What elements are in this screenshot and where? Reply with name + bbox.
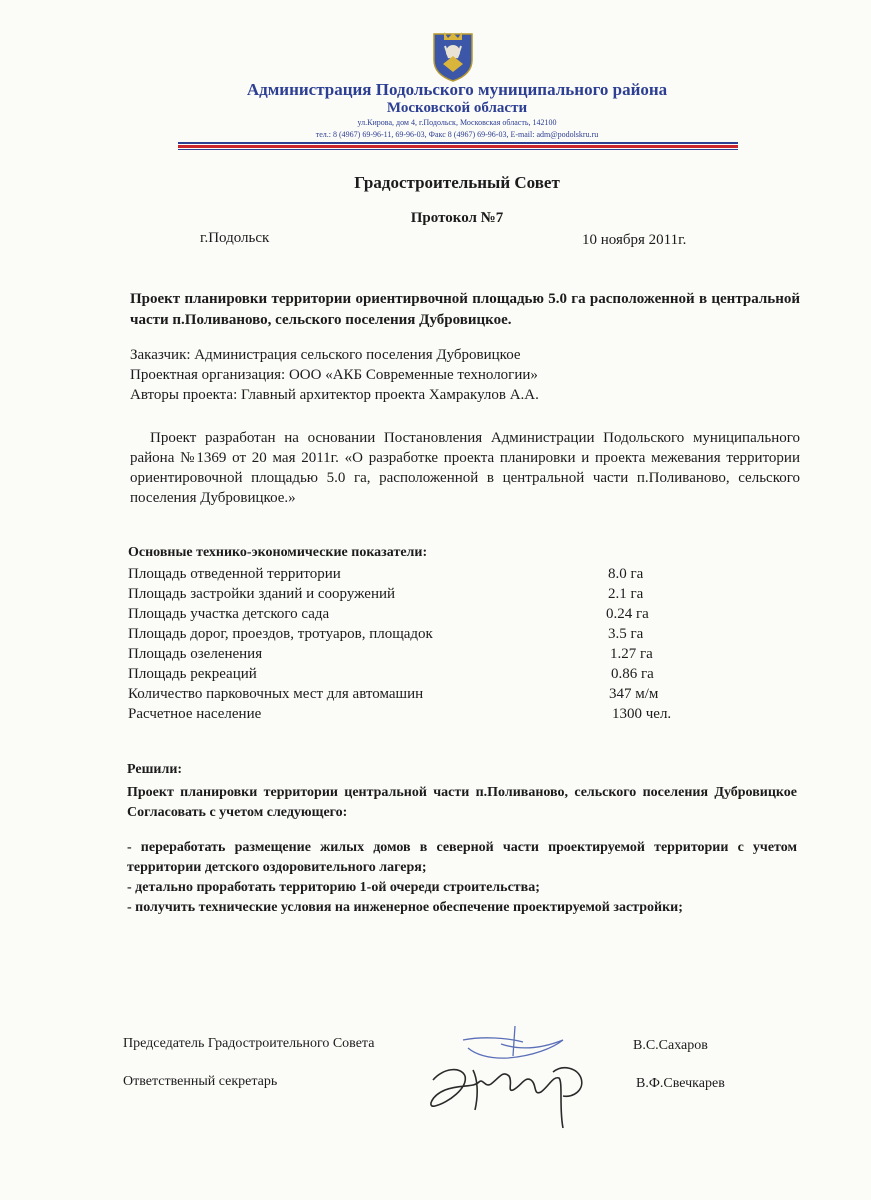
basis-paragraph: Проект разработан на основании Постановления Администрации Подольского муниципального района №1369 от 20 мая 2011г. «О разработке проекта планировки и проекта межевания территории ориентировочной площадью 5.0 га, расположенной в центральной части п.Поливаново, сельского поселения Дубровицкое.» bbox=[130, 430, 800, 506]
decision-item: - переработать размещение жилых домов в северной части проектируемой территории с учетом территории детского оздоровительного лагеря; bbox=[127, 840, 797, 875]
chair-name: В.С.Сахаров bbox=[633, 1038, 708, 1053]
organization-address: ул.Кирова, дом 4, г.Подольск, Московская область, 142100 bbox=[357, 118, 557, 127]
indicator-value: 8.0 га bbox=[608, 566, 644, 582]
indicator-label: Площадь озеленения bbox=[128, 646, 263, 662]
project-subject: Проект планировки территории ориентирвочной площадью 5.0 га расположенной в центральной части п.Поливаново, сельского поселения Дубровицкое. bbox=[130, 291, 800, 328]
indicator-label: Площадь рекреаций bbox=[128, 666, 257, 682]
indicator-value: 1300 чел. bbox=[612, 706, 672, 722]
letterhead-rule-blue bbox=[178, 142, 738, 144]
letterhead-rule-blue-thin bbox=[178, 149, 738, 150]
secretary-name: В.Ф.Свечкарев bbox=[636, 1076, 725, 1091]
protocol-number: Протокол №7 bbox=[410, 210, 504, 226]
chair-role: Председатель Градостроительного Совета bbox=[123, 1036, 375, 1051]
council-title: Градостроительный Совет bbox=[354, 173, 560, 192]
indicator-label: Площадь участка детского сада bbox=[128, 606, 330, 622]
design-organization-line: Проектная организация: ООО «АКБ Современные технологии» bbox=[130, 367, 538, 383]
indicator-row bbox=[128, 706, 688, 726]
indicator-row bbox=[128, 566, 688, 586]
indicator-row bbox=[128, 686, 688, 706]
indicator-value: 2.1 га bbox=[608, 586, 644, 602]
authors-line: Авторы проекта: Главный архитектор проекта Хамракулов А.А. bbox=[130, 387, 539, 403]
indicator-label: Расчетное население bbox=[128, 706, 262, 722]
indicator-row bbox=[128, 646, 688, 666]
protocol-date: 10 ноября 2011г. bbox=[582, 232, 687, 248]
decision-item: - детально проработать территорию 1-ой очереди строительства; bbox=[127, 880, 540, 895]
indicator-value: 0.24 га bbox=[606, 606, 649, 622]
indicator-label: Площадь застройки зданий и сооружений bbox=[128, 586, 396, 602]
indicator-value: 1.27 га bbox=[610, 646, 653, 662]
organization-name: Администрация Подольского муниципального района bbox=[246, 80, 668, 99]
indicator-value: 3.5 га bbox=[608, 626, 644, 642]
letterhead-rule-red bbox=[178, 145, 738, 148]
indicator-row bbox=[128, 666, 688, 686]
indicator-value: 0.86 га bbox=[611, 666, 654, 682]
indicator-value: 347 м/м bbox=[609, 686, 659, 702]
indicator-label: Площадь отведенной территории bbox=[128, 566, 341, 582]
organization-region: Московской области bbox=[386, 100, 528, 116]
indicator-label: Площадь дорог, проездов, тротуаров, площадок bbox=[128, 626, 433, 642]
customer-line: Заказчик: Администрация сельского поселения Дубровицкое bbox=[130, 347, 521, 363]
decision-heading: Решили: bbox=[127, 762, 183, 777]
indicator-row bbox=[128, 586, 688, 606]
indicators-heading: Основные технико-экономические показатели: bbox=[128, 545, 428, 560]
indicator-row bbox=[128, 626, 688, 646]
coat-of-arms-icon bbox=[431, 30, 475, 82]
decision-item: - получить технические условия на инженерное обеспечение проектируемой застройки; bbox=[127, 900, 683, 915]
organization-contacts: тел.: 8 (4967) 69-96-11, 69-96-03, Факс 8 (4967) 69-96-03, E-mail: adm@podolskru.ru bbox=[315, 130, 599, 139]
indicator-label: Количество парковочных мест для автомашин bbox=[128, 686, 424, 702]
decision-text: Проект планировки территории центральной части п.Поливаново, сельского поселения Дубровицкое Согласовать с учетом следующего: bbox=[127, 785, 797, 820]
handwritten-signature-icon bbox=[413, 1018, 603, 1138]
city: г.Подольск bbox=[200, 230, 270, 246]
secretary-role: Ответственный секретарь bbox=[123, 1074, 278, 1089]
indicator-row bbox=[128, 606, 688, 626]
